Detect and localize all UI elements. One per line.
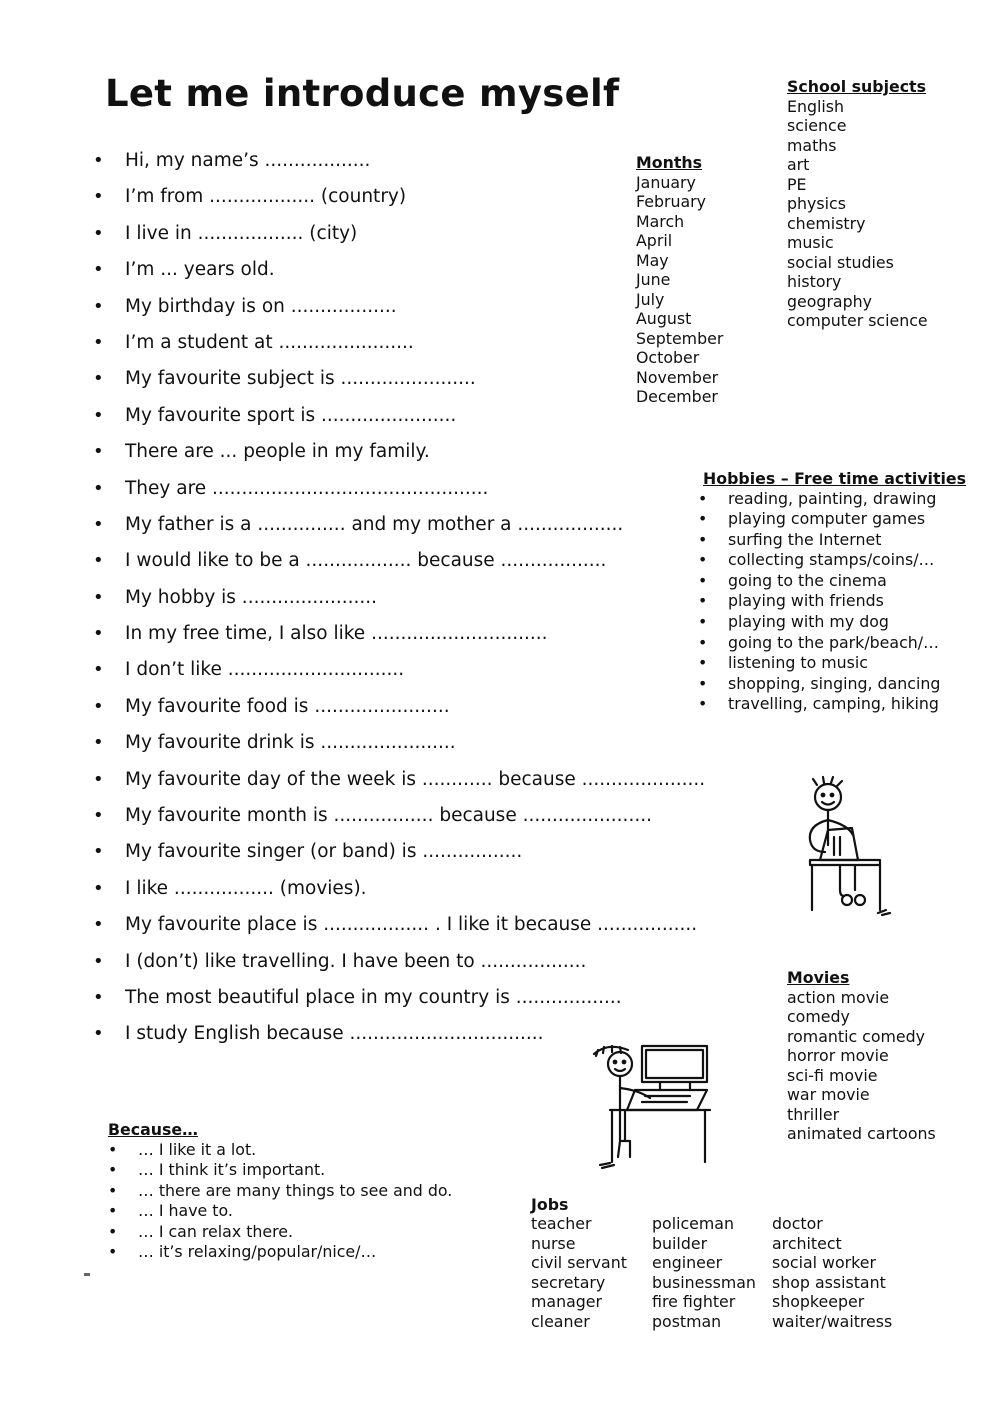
month-item: May: [636, 250, 669, 270]
subject-item: computer science: [787, 311, 928, 330]
month-item: January: [636, 172, 696, 192]
months-title: Months: [636, 153, 703, 172]
hobby-item: • playing with my dog: [698, 612, 978, 633]
hobby-item: • going to the cinema: [698, 571, 978, 592]
sentence-item: • I’m from .................. (country): [93, 182, 773, 218]
jobs-column-2: [652, 1214, 756, 1331]
job-item: cleaner: [531, 1311, 590, 1331]
sentence-item: • The most beautiful place in my country is ..................: [93, 983, 773, 1019]
movie-item: action movie: [787, 987, 890, 1007]
subject-item: history: [787, 272, 842, 291]
sentence-item: • Hi, my name’s ..................: [93, 146, 773, 182]
jobs-title: Jobs: [531, 1195, 569, 1214]
movie-item: comedy: [787, 1007, 850, 1026]
job-item: waiter/waitress: [772, 1311, 893, 1331]
computer-figure-icon: [590, 1040, 720, 1170]
month-item: July: [636, 289, 665, 309]
job-item: nurse: [531, 1233, 576, 1253]
sentence-item: • I study English because .................................: [93, 1019, 773, 1055]
movie-item: sci-fi movie: [787, 1065, 878, 1085]
because-item: • … I like it a lot.: [108, 1140, 528, 1161]
sentence-item: • My father is a ............... and my mother a ..................: [93, 510, 773, 546]
jobs-column-3: [772, 1214, 892, 1331]
hobby-item: • surfing the Internet: [698, 530, 978, 551]
movie-item: horror movie: [787, 1046, 889, 1065]
job-item: engineer: [652, 1253, 723, 1272]
sentence-item: • They are ...............................................: [93, 474, 773, 510]
job-item: policeman: [652, 1214, 734, 1233]
because-item: • … I can relax there.: [108, 1222, 528, 1243]
job-item: civil servant: [531, 1253, 627, 1272]
month-item: February: [636, 192, 706, 211]
job-item: builder: [652, 1233, 708, 1253]
sentence-item: • My favourite place is .................. . I like it because .................: [93, 910, 773, 946]
hobbies-box: [698, 469, 978, 715]
jobs-title-box: [531, 1195, 568, 1215]
school-subjects-box: [787, 77, 928, 331]
job-item: secretary: [531, 1272, 606, 1292]
because-item: • … I think it’s important.: [108, 1160, 528, 1181]
subject-item: PE: [787, 174, 807, 194]
subject-item: geography: [787, 291, 873, 311]
month-item: September: [636, 328, 724, 348]
sentence-item: • My favourite sport is .......................: [93, 401, 773, 437]
month-item: April: [636, 231, 673, 250]
movies-title: Movies: [787, 968, 850, 987]
month-item: November: [636, 367, 719, 387]
job-item: social worker: [772, 1253, 876, 1272]
movie-item: animated cartoons: [787, 1124, 936, 1143]
hobby-item: • travelling, camping, hiking: [698, 694, 978, 715]
sentence-item: • My favourite food is .......................: [93, 692, 773, 728]
reading-figure-icon: [800, 775, 895, 920]
school-subjects-title: School subjects: [787, 77, 927, 96]
hobby-item: • playing with friends: [698, 591, 978, 612]
hobby-item: • reading, painting, drawing: [698, 489, 978, 510]
sentence-item: • I would like to be a .................. because ..................: [93, 546, 773, 582]
hobby-item: • shopping, singing, dancing: [698, 674, 978, 695]
subject-item: physics: [787, 194, 846, 213]
job-item: businessman: [652, 1272, 756, 1292]
month-item: June: [636, 270, 671, 289]
sentence-item: • I’m ... years old.: [93, 255, 773, 291]
because-item: • … there are many things to see and do.: [108, 1181, 528, 1202]
subject-item: English: [787, 96, 845, 116]
sentence-item: • My favourite subject is .......................: [93, 364, 773, 400]
sentence-item: • My birthday is on ..................: [93, 292, 773, 328]
months-box: [636, 153, 723, 407]
sentence-item: • My favourite day of the week is ............ because .....................: [93, 765, 773, 801]
job-item: manager: [531, 1292, 603, 1311]
job-item: teacher: [531, 1214, 592, 1233]
because-list: [108, 1140, 528, 1264]
hobby-item: • collecting stamps/coins/…: [698, 550, 978, 571]
sentence-item: • In my free time, I also like ..............................: [93, 619, 773, 655]
hobbies-list: [698, 489, 978, 716]
movie-item: thriller: [787, 1104, 840, 1124]
because-title: Because…: [108, 1120, 198, 1139]
page-title: Let me introduce myself: [105, 72, 620, 115]
sentence-item: • I don’t like ..............................: [93, 655, 773, 691]
sentence-item: • My favourite drink is .......................: [93, 728, 773, 764]
month-item: August: [636, 309, 692, 328]
hobby-item: • going to the park/beach/…: [698, 633, 978, 654]
job-item: fire fighter: [652, 1292, 736, 1311]
hobby-item: • listening to music: [698, 653, 978, 674]
month-item: March: [636, 211, 685, 231]
movies-box: [787, 968, 936, 1144]
sentence-item: • I (don’t) like travelling. I have been to ..................: [93, 947, 773, 983]
margin-mark: [84, 1273, 90, 1276]
job-item: doctor: [772, 1214, 823, 1233]
jobs-column-1: [531, 1214, 627, 1331]
sentence-item: • There are ... people in my family.: [93, 437, 773, 473]
movie-item: romantic comedy: [787, 1026, 926, 1046]
because-box: [108, 1120, 528, 1263]
hobbies-title: Hobbies – Free time activities: [703, 469, 967, 488]
subject-item: maths: [787, 135, 837, 155]
job-item: postman: [652, 1311, 722, 1331]
job-item: shopkeeper: [772, 1292, 865, 1311]
sentence-item: • My hobby is .......................: [93, 583, 773, 619]
sentence-item: • My favourite singer (or band) is .................: [93, 837, 773, 873]
job-item: architect: [772, 1233, 842, 1253]
because-item: • … it’s relaxing/popular/nice/…: [108, 1242, 528, 1263]
hobby-item: • playing computer games: [698, 509, 978, 530]
subject-item: art: [787, 155, 810, 174]
subject-item: science: [787, 116, 847, 135]
subject-item: music: [787, 233, 834, 252]
sentence-item: • I live in .................. (city): [93, 219, 773, 255]
sentence-item: • I’m a student at .......................: [93, 328, 773, 364]
sentence-item: • I like ................. (movies).: [93, 874, 773, 910]
subject-item: chemistry: [787, 213, 866, 233]
because-item: • … I have to.: [108, 1201, 528, 1222]
movie-item: war movie: [787, 1085, 870, 1104]
month-item: December: [636, 387, 718, 406]
sentence-item: • My favourite month is ................. because ......................: [93, 801, 773, 837]
month-item: October: [636, 348, 700, 367]
job-item: shop assistant: [772, 1272, 886, 1292]
subject-item: social studies: [787, 252, 894, 272]
